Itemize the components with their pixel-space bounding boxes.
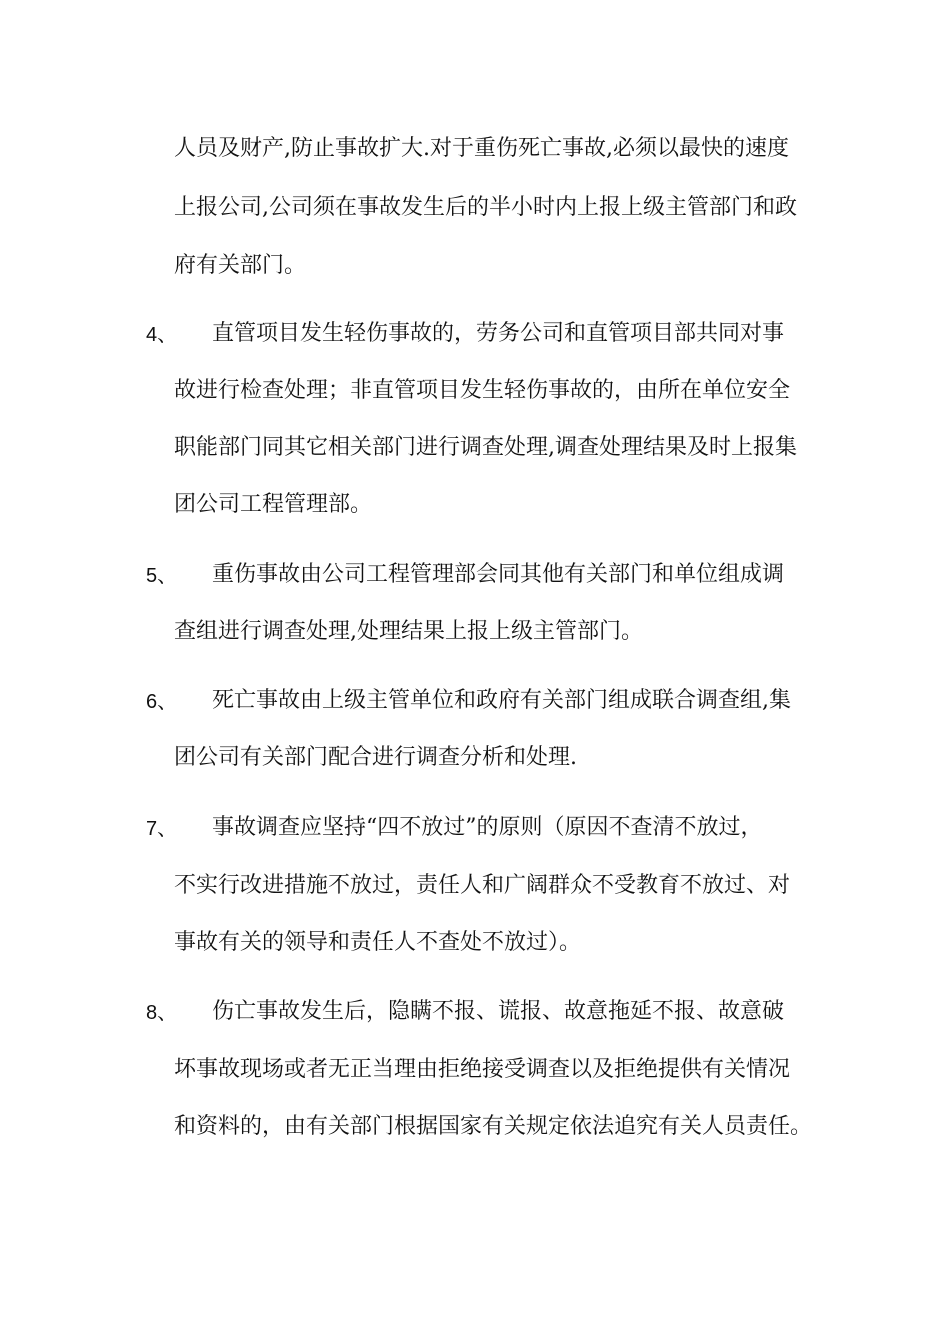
item-4-line-1: 直管项目发生轻伤事故的，劳务公司和直管项目部共同对事 xyxy=(212,321,785,346)
item-5-line-2: 查组进行调查处理,处理结果上报上级主管部门。 xyxy=(174,619,643,644)
item-8-line-2: 坏事故现场或者无正当理由拒绝接受调查以及拒绝提供有关情况 xyxy=(174,1057,791,1082)
item-5-line-1: 重伤事故由公司工程管理部会同其他有关部门和单位组成调 xyxy=(212,562,785,587)
item-4-line-3: 职能部门同其它相关部门进行调查处理,调查处理结果及时上报集 xyxy=(174,435,797,460)
item-7-number: 7、 xyxy=(146,818,178,840)
item-8-line-1: 伤亡事故发生后，隐瞒不报、谎报、故意拖延不报、故意破 xyxy=(212,999,785,1024)
intro-line-1: 人员及财产,防止事故扩大.对于重伤死亡事故,必须以最快的速度 xyxy=(174,136,789,161)
item-7-line-1: 事故调查应坚持“四不放过”的原则（原因不查清不放过， xyxy=(212,815,763,840)
item-4-line-2: 故进行检查处理；非直管项目发生轻伤事故的，由所在单位安全 xyxy=(174,378,791,403)
intro-line-2: 上报公司,公司须在事故发生后的半小时内上报上级主管部门和政 xyxy=(174,195,797,220)
intro-line-3: 府有关部门。 xyxy=(174,253,307,278)
item-4-number: 4、 xyxy=(146,324,178,346)
item-8-line-3: 和资料的，由有关部门根据国家有关规定依法追究有关人员责任。 xyxy=(174,1114,813,1139)
item-8-number: 8、 xyxy=(146,1002,178,1024)
item-7-line-3: 事故有关的领导和责任人不查处不放过）。 xyxy=(174,930,582,955)
item-5-number: 5、 xyxy=(146,565,178,587)
item-6-number: 6、 xyxy=(146,691,178,713)
item-4-line-4: 团公司工程管理部。 xyxy=(174,492,373,517)
item-6-line-1: 死亡事故由上级主管单位和政府有关部门组成联合调查组,集 xyxy=(212,688,791,713)
item-6-line-2: 团公司有关部门配合进行调查分析和处理. xyxy=(174,745,577,770)
item-7-line-2: 不实行改进措施不放过，责任人和广阔群众不受教育不放过、对 xyxy=(174,873,791,898)
